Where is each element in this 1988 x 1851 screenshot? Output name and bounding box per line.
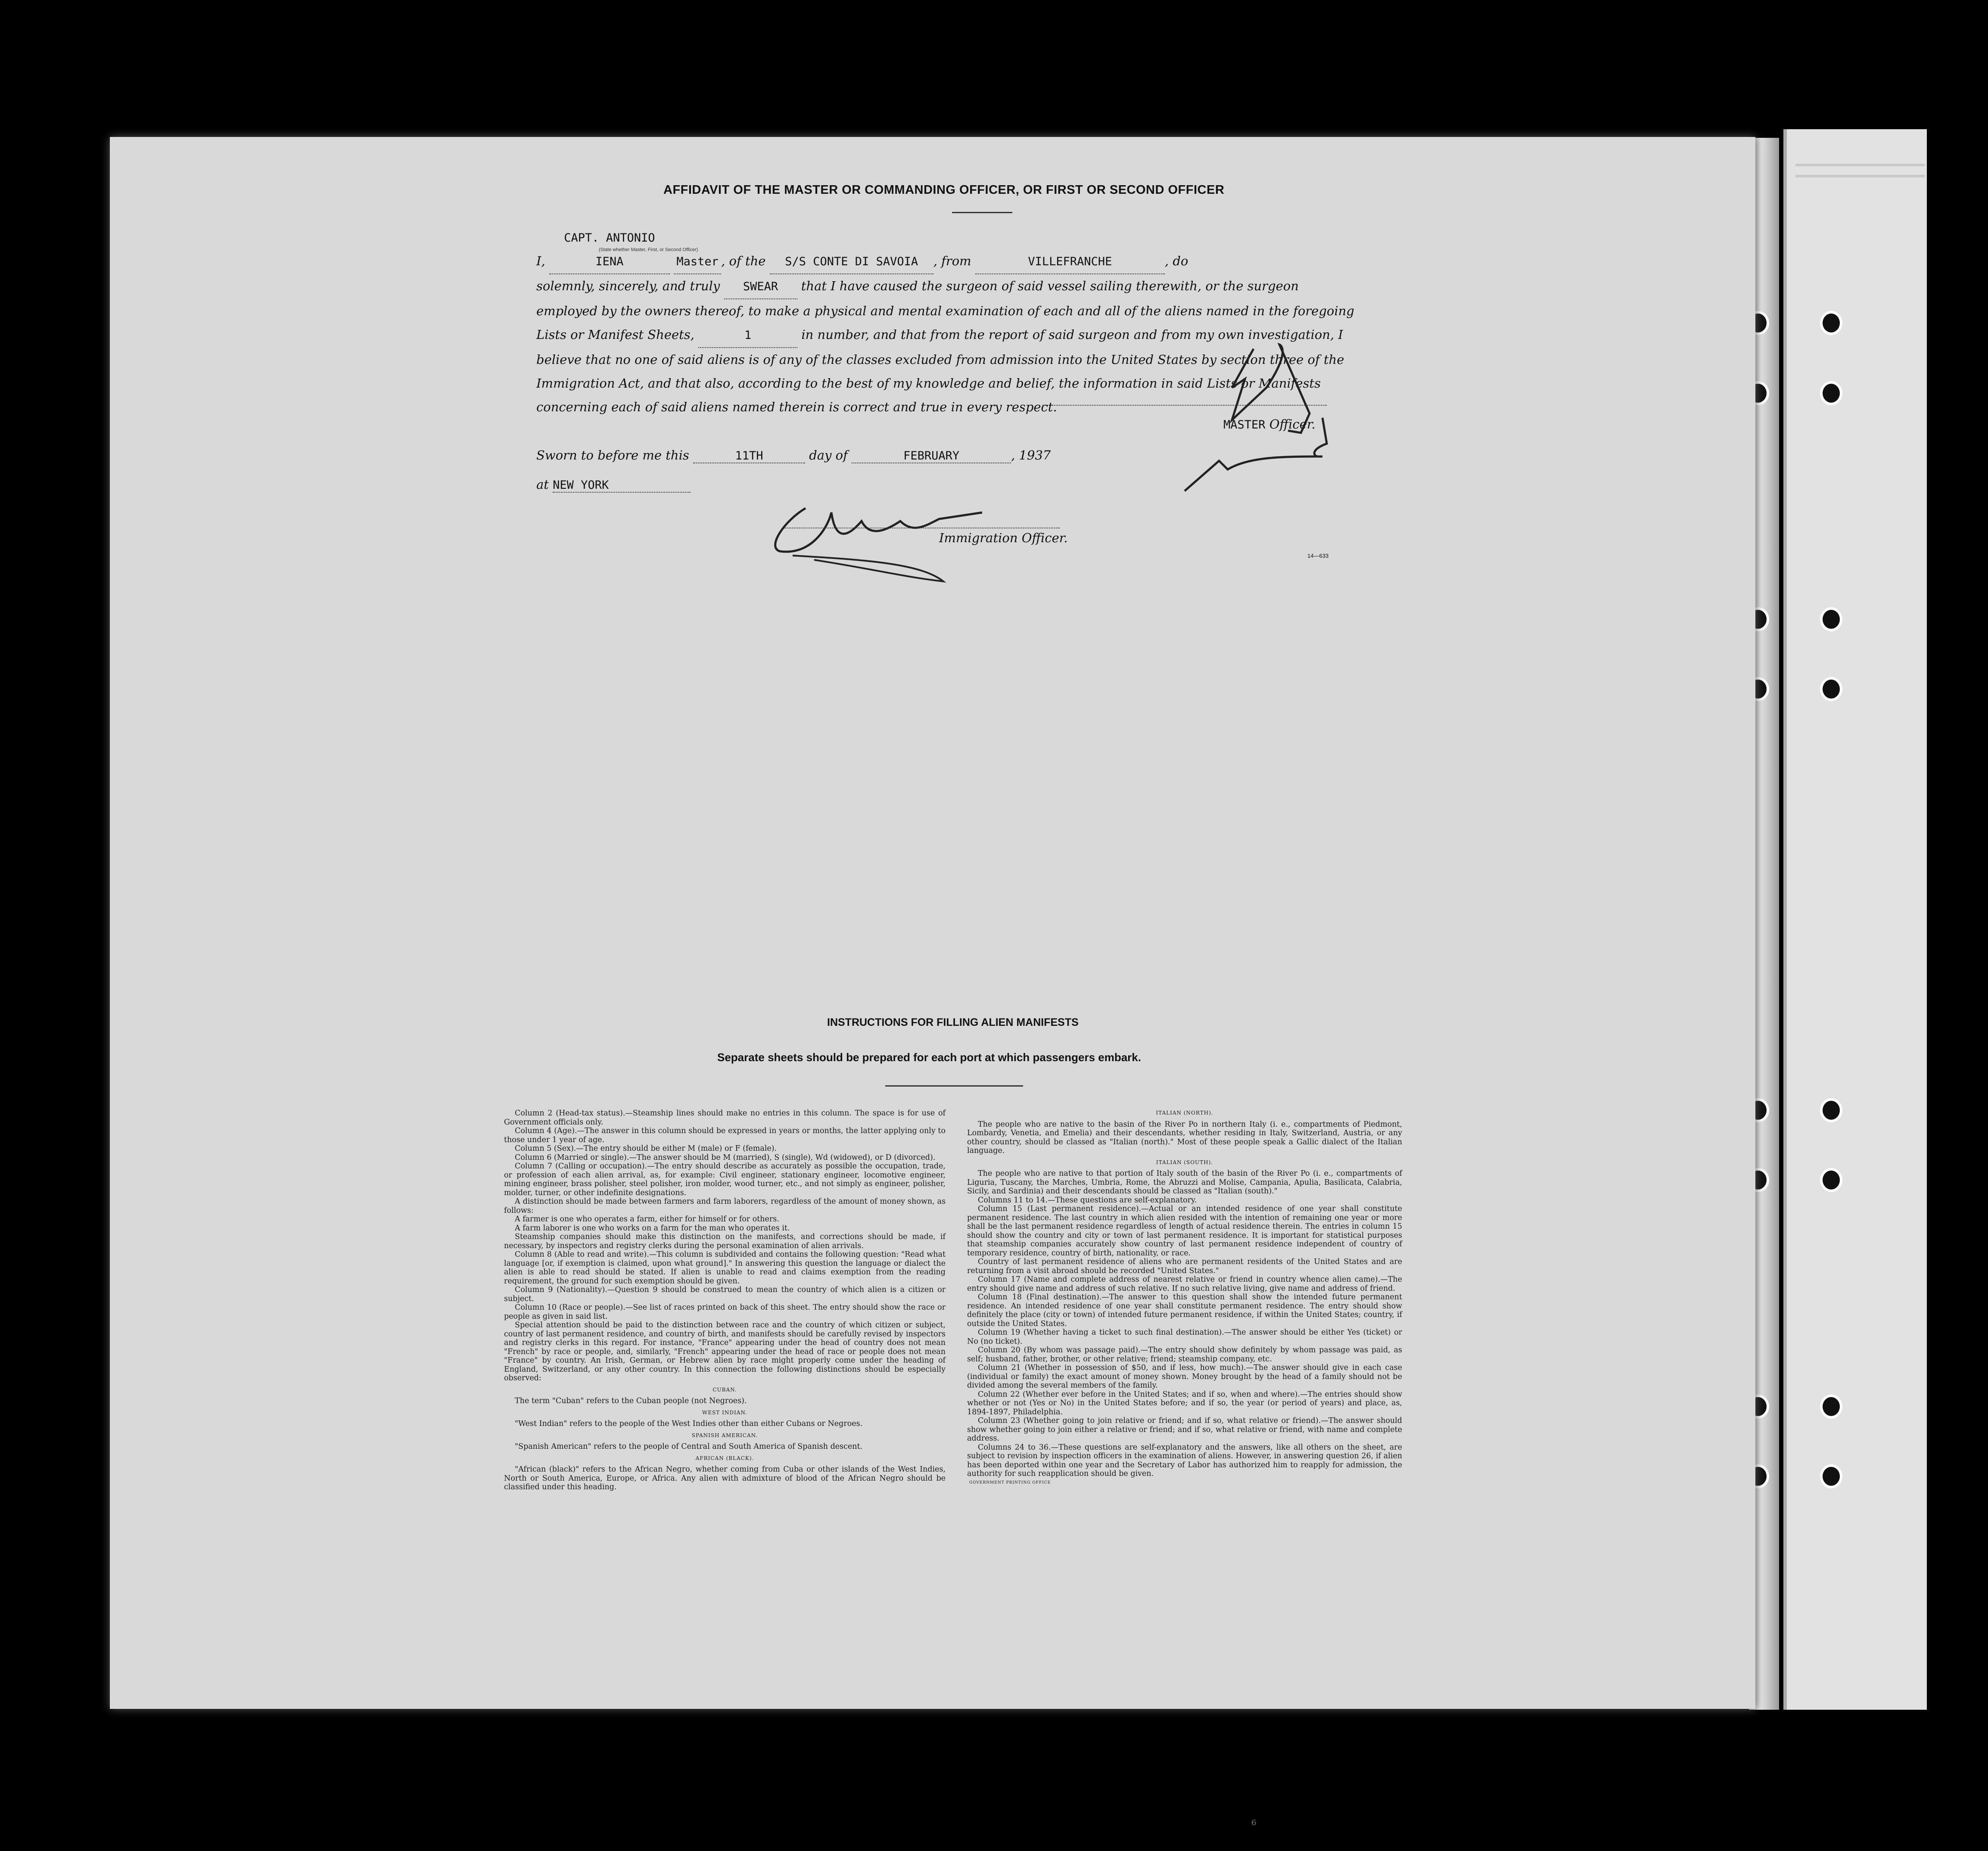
italian-south-heading: ITALIAN (SOUTH). <box>1156 1159 1213 1165</box>
african-heading: AFRICAN (BLACK). <box>695 1455 754 1461</box>
sworn-month: FEBRUARY <box>852 449 1011 463</box>
oath-word: SWEAR <box>724 275 797 299</box>
instruction-paragraph: Column 18 (Final destination).—The answer to this question shall show the intended future permanent residence. An intended residence of one year shall constitute permanent residence. The entry should show definitely the place (city or town) of intended future permanent residence, if within the United States; country, if outside the United States. <box>967 1293 1402 1328</box>
master-rank: Master <box>674 250 721 274</box>
west-indian-text: "West Indian" refers to the people of the West Indies other than either Cubans or Negroes. <box>515 1419 863 1428</box>
italian-north-heading: ITALIAN (NORTH). <box>1156 1110 1213 1116</box>
rank-note: (State whether Master, First, or Second Officer) <box>599 247 698 252</box>
instruction-paragraph: Column 17 (Name and complete address of nearest relative or friend in country whence alien came).—The entry should give name and address of such relative. If no such relative living, give name and address of friend. <box>967 1275 1402 1293</box>
immigration-officer-label: Immigration Officer. <box>939 531 1068 545</box>
instructions-right-column <box>967 1106 1402 1487</box>
instructions-subtitle: Separate sheets should be prepared for each port at which passengers embark. <box>717 1051 1141 1064</box>
instructions-left-column <box>504 1109 946 1492</box>
year-suffix: 37 <box>1035 448 1051 463</box>
west-indian-heading: WEST INDIAN. <box>702 1409 747 1416</box>
cuban-heading: CUBAN. <box>712 1386 737 1393</box>
page-number: 6 <box>1251 1818 1257 1827</box>
from-text: , from <box>933 254 971 268</box>
oath-text-2: in number, and that from the report of said surgeon and from my own investigation, I believe that no one of said aliens is of any of the classes excluded from admission into the United States by section three of the Immigration Act, and that also, according to the best of my knowledge and belief, the information in said Lists or Manifests concerning each of said aliens named therein is correct and true in every respect. <box>536 327 1344 414</box>
instruction-paragraph: Column 19 (Whether having a ticket to such final destination).—The answer should be either Yes (ticket) or No (no ticket). <box>967 1328 1402 1346</box>
instruction-paragraph: A distinction should be made between farmers and farm laborers, regardless of the amount of money shown, as follows: <box>504 1197 946 1215</box>
instruction-paragraph: Column 15 (Last permanent residence).—Actual or an intended residence of one year shall constitute permanent residence. The last country in which alien resided with the intention of remaining one year or more shall be the last permanent residence regardless of length of actual residence therein. The entries in column 15 should show the country and city or town of last permanent residence. It is important for statistical purposes that steamship companies accurately show country of last permanent residence independent of country of temporary residence, country of birth, nationality, or race. <box>967 1205 1402 1258</box>
instruction-paragraph: Columns 11 to 14.—These questions are self-explanatory. <box>978 1196 1197 1205</box>
sworn-line <box>536 448 1051 463</box>
master-name: CAPT. ANTONIO IENA <box>549 226 670 274</box>
instruction-paragraph: Column 21 (Whether in possession of $50, and if less, how much).—The answer should give in each case (individual or family) the exact amount of money shown. Money brought by the head of a family should not be divided among the several members of the family. <box>967 1363 1402 1390</box>
solemnly-text: solemnly, sincerely, and truly <box>536 279 720 293</box>
instruction-paragraph: Country of last permanent residence of aliens who are permanent residents of the United States and are returning from a visit abroad should be recorded "United States." <box>967 1258 1402 1275</box>
sheet-count: 1 <box>698 323 797 348</box>
instructions-divider <box>885 1085 1023 1087</box>
at-place: NEW YORK <box>553 478 691 493</box>
instruction-paragraph: Column 10 (Race or people).—See list of races printed on back of this sheet. The entry should show the race or people as given in said list. <box>504 1303 946 1321</box>
instruction-paragraph: Columns 24 to 36.—These questions are self-explanatory and the answers, like all others on the sheet, are subject to revision by inspection officers in the examination of aliens. However, in answering question 26, if alien has been deported within one year and the Secretary of Labor has authorized him to reapply for admission, the authority for such reapplication should be given. <box>967 1443 1402 1478</box>
year-prefix: , 19 <box>1011 448 1035 463</box>
master-title: MASTER <box>1223 418 1266 432</box>
oath-i: I, <box>536 254 545 268</box>
spanish-american-text: "Spanish American" refers to the people of Central and South America of Spanish descent. <box>515 1442 863 1451</box>
instruction-paragraph: Column 20 (By whom was passage paid).—The entry should show definitely by whom passage was paid, as self; husband, father, brother, or other relative; friend; steamship company, etc. <box>967 1346 1402 1363</box>
adjacent-page <box>1783 129 1927 1710</box>
instruction-paragraph: Column 7 (Calling or occupation).—The entry should describe as accurately as possible the occupation, trade, or profession of each alien arrival, as, for example: Civil engineer, stationary engineer, locomotive engineer, mining engineer, brass polisher, steel polisher, iron molder, wood turner, etc., and not simply as engineer, polisher, molder, turner, or other indefinite designations. <box>504 1162 946 1197</box>
instructions-title: INSTRUCTIONS FOR FILLING ALIEN MANIFESTS <box>827 1016 1079 1028</box>
instruction-paragraph: Column 6 (Married or single).—The answer should be M (married), S (single), Wd (widowed), or D (divorced). <box>515 1153 936 1162</box>
day-of-text: day of <box>809 448 848 463</box>
african-text: "African (black)" refers to the African Negro, whether coming from Cuba or other islands of the West Indies, North or South America, Europe, or Africa. Any alien with admixture of blood of the African Negro should be classified under this heading. <box>504 1465 946 1491</box>
affidavit-title: AFFIDAVIT OF THE MASTER OR COMMANDING OFFICER, OR FIRST OR SECOND OFFICER <box>663 183 1225 197</box>
binder-hole <box>1820 1464 1842 1488</box>
instruction-paragraph: Column 9 (Nationality).—Question 9 should be construed to mean the country of which alien is a citizen or subject. <box>504 1286 946 1303</box>
instruction-paragraph: Steamship companies should make this distinction on the manifests, and corrections should be made, if necessary, by inspectors and registry clerks during the personal examination of alien arrivals. <box>504 1233 946 1250</box>
of-the-text: , of the <box>721 254 766 268</box>
at-label: at <box>536 477 549 492</box>
binder-hole <box>1820 311 1842 335</box>
instruction-paragraph: Column 23 (Whether going to join relative or friend; and if so, what relative or friend).—The answer should show whether going to join either a relative or friend; and if so, what relative or friend, with name and complete address. <box>967 1416 1402 1443</box>
sworn-day: 11TH <box>693 449 805 463</box>
printer-imprint: GOVERNMENT PRINTING OFFICE <box>969 1480 1051 1485</box>
affidavit-oath <box>536 226 1355 419</box>
instruction-paragraph: Column 4 (Age).—The answer in this column should be expressed in years or months, the latter applying only to those under 1 year of age. <box>504 1127 946 1144</box>
title-divider <box>952 212 1012 213</box>
oath-text-1: that I have caused the surgeon of said vessel sailing therewith, or the surgeon employed by the owners thereof, to make a physical and mental examination of each and all of the aliens named in the foregoing Lists or Manifest Sheets, <box>536 279 1354 342</box>
sworn-prefix: Sworn to before me this <box>536 448 689 463</box>
instruction-paragraph: Special attention should be paid to the distinction between race and the country of which citizen or subject, country of last permanent residence, and country of birth, and manifests should be carefully revised by inspectors and registry clerks in this regard. For instance, "France" appearing under the head of country does not mean "French" by race or people, and, similarly, "French" appearing under the head of race or people does not mean "France" by country. An Irish, German, or Hebrew alien by race might properly come under the heading of England, Switzerland, or any other country. In this connection the following distinctions should be especially observed: <box>504 1321 946 1382</box>
master-officer-label <box>1223 417 1316 432</box>
binder-hole <box>1820 1168 1842 1192</box>
page-edge-line <box>1795 164 1925 177</box>
cuban-text: The term "Cuban" refers to the Cuban people (not Negroes). <box>515 1397 747 1405</box>
instruction-paragraph: Column 2 (Head-tax status).—Steamship lines should make no entries in this column. The space is for use of Government officials only. <box>504 1109 946 1127</box>
binder-hole <box>1820 1394 1842 1419</box>
departure-port: VILLEFRANCHE <box>975 250 1165 274</box>
instruction-paragraph: Column 8 (Able to read and write).—This column is subdivided and contains the following question: "Read what language [or, if exemption is claimed, upon what ground]." In answering this question the language or dialect the alien is able to read should be stated. If alien is unable to read and claims exemption from the reading requirement, the ground for such exemption should be given. <box>504 1250 946 1286</box>
instruction-paragraph: Column 5 (Sex).—The entry should be either M (male) or F (female). <box>515 1144 777 1153</box>
italian-north-text: The people who are native to the basin of the River Po in northern Italy (i. e., compartments of Piedmont, Lombardy, Venetia, and Emelia) and their descendants, whether residing in Italy, Switzerland, Austria, or any other country, should be classed as "Italian (north)." Most of these people speak a Gallic dialect of the Italian language. <box>967 1120 1402 1155</box>
binder-hole <box>1820 1098 1842 1122</box>
instruction-paragraph: A farmer is one who operates a farm, either for himself or for others. <box>515 1215 779 1224</box>
master-signature-line <box>1042 405 1327 406</box>
instruction-paragraph: Column 22 (Whether ever before in the United States; and if so, when and where).—The entries should show whether or not (Yes or No) in the United States before; and if so, the year (or period of years) and place, as, 1894-1897, Philadelphia. <box>967 1390 1402 1416</box>
spanish-american-heading: SPANISH AMERICAN. <box>691 1432 758 1438</box>
binder-hole <box>1820 677 1842 701</box>
binder-hole <box>1820 381 1842 405</box>
instruction-paragraph: A farm laborer is one who works on a farm for the man who operates it. <box>515 1224 790 1233</box>
italian-south-text: The people who are native to that portion of Italy south of the basin of the River Po (i. e., compartments of Liguria, Tuscany, the Marches, Umbria, Rome, the Abruzzi and Molise, Campania, Apulia, Basilicata, Calabria, Sicily, and Sardinia) and their descendants should be classed as "Italian (south)." <box>967 1169 1402 1196</box>
form-number: 14—633 <box>1307 553 1329 559</box>
binder-hole <box>1820 607 1842 631</box>
vessel-name: S/S CONTE DI SAVOIA <box>770 250 933 274</box>
at-line <box>536 477 691 493</box>
officer-text: Officer. <box>1269 417 1316 432</box>
do-text: , do <box>1164 254 1188 268</box>
